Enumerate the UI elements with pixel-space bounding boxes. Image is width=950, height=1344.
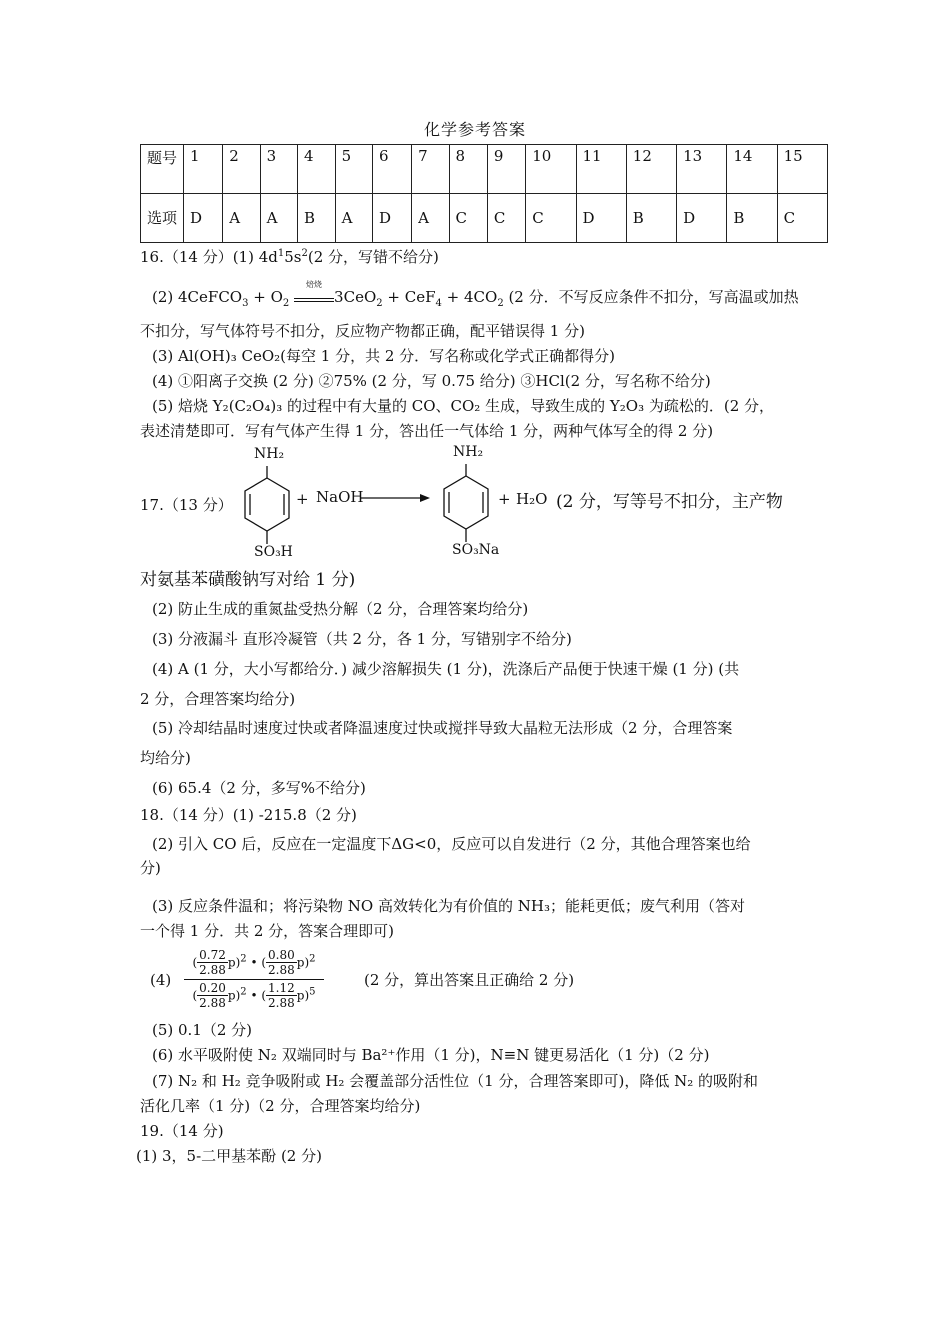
sulfonate-group: SO₃Na bbox=[452, 542, 500, 558]
table-cell: 14 bbox=[727, 145, 777, 194]
table-cell: 15 bbox=[777, 145, 827, 194]
q16-line-3: 不扣分，写气体符号不扣分，反应物产物都正确，配平错误得 1 分) bbox=[140, 322, 585, 340]
table-cell: B bbox=[727, 194, 777, 243]
table-cell: 4 bbox=[297, 145, 335, 194]
q17-note: (2 分，写等号不扣分，主产物 bbox=[556, 492, 783, 512]
table-cell: C bbox=[777, 194, 827, 243]
table-cell: A bbox=[260, 194, 297, 243]
table-cell: D bbox=[372, 194, 411, 243]
water-product: H₂O bbox=[516, 490, 548, 508]
benzene-ring-left bbox=[235, 466, 295, 546]
superscript: 1 bbox=[277, 248, 285, 259]
table-cell: 11 bbox=[576, 145, 626, 194]
reaction-arrow bbox=[360, 492, 432, 506]
table-cell: C bbox=[526, 194, 576, 243]
table-cell: D bbox=[677, 194, 727, 243]
q16-text: 5s bbox=[284, 248, 302, 266]
q16-line-7: 表述清楚即可．写有气体产生得 1 分，答出任一气体给 1 分，两种气体写全的得 2 分) bbox=[140, 422, 714, 440]
q17-line-7: (5) 冷却结晶时速度过快或者降温速度过快或搅拌导致大晶粒无法形成（2 分，合理答案 bbox=[152, 719, 733, 737]
q16-line-1 bbox=[140, 248, 439, 266]
kp-numerator: ( $\frac{0.72}{2.88}$ p)$^2$ • ( $\frac{0.80}{2.88}$ p)$^2$ bbox=[184, 948, 324, 980]
q18-line-9: (7) N₂ 和 H₂ 竞争吸附或 H₂ 会覆盖部分活性位（1 分，合理答案即可)，降低 N₂ 的吸附和 bbox=[152, 1072, 759, 1090]
q16-line-2: (2) 4CeFCO$_3$ + $O_2$ 焙烧 $3CeO_2 + CeF_4 + 4CO_2$ (2 分．不写反应条件不扣分，写高温或加热 bbox=[152, 280, 799, 309]
q16-text: (2 分．不写反应条件不扣分，写高温或加热 bbox=[503, 288, 799, 306]
q17-line-5: (4) A (1 分，大小写都给分．) 减少溶解损失 (1 分)，洗涤后产品便于快速干燥 (1 分) (共 bbox=[152, 660, 740, 678]
table-cell: 6 bbox=[372, 145, 411, 194]
table-cell: 3 bbox=[260, 145, 297, 194]
q17-line-9: (6) 65.4（2 分，多写%不给分) bbox=[152, 779, 366, 797]
amine-group-left: NH₂ bbox=[254, 446, 285, 462]
amine-group-right: NH₂ bbox=[453, 444, 484, 460]
q16-text: + CeF bbox=[382, 288, 436, 306]
table-cell: D bbox=[184, 194, 223, 243]
table-cell: 9 bbox=[487, 145, 525, 194]
q16-text: + 4CO bbox=[441, 288, 498, 306]
table-cell: 8 bbox=[449, 145, 487, 194]
table-cell: D bbox=[576, 194, 626, 243]
page-title: 化学参考答案 bbox=[423, 120, 526, 139]
table-cell: B bbox=[626, 194, 676, 243]
reaction-condition bbox=[294, 280, 334, 302]
row-header-option: 选项 bbox=[141, 194, 184, 243]
table-cell: 7 bbox=[412, 145, 449, 194]
q18-line-3: 分) bbox=[140, 859, 161, 877]
q18-line-4: (3) 反应条件温和；将污染物 NO 高效转化为有价值的 NH₃；能耗更低；废气利用（答对 bbox=[152, 897, 745, 915]
plus-sign: + bbox=[296, 490, 309, 508]
table-row-numbers bbox=[141, 145, 828, 194]
table-cell: 12 bbox=[626, 145, 676, 194]
q18-line-2: (2) 引入 CO 后，反应在一定温度下ΔG<0，反应可以自发进行（2 分，其他合理答案也给 bbox=[152, 835, 751, 853]
table-cell: C bbox=[449, 194, 487, 243]
table-cell: C bbox=[487, 194, 525, 243]
q17-line-2: 对氨基苯磺酸钠写对给 1 分) bbox=[140, 570, 356, 590]
sulfonic-acid-group: SO₃H bbox=[254, 544, 293, 560]
q16-text: 16.（14 分）(1) 4d bbox=[140, 248, 278, 266]
q18-part4-note: (2 分，算出答案且正确给 2 分) bbox=[364, 971, 575, 989]
table-cell: A bbox=[412, 194, 449, 243]
table-cell: 1 bbox=[184, 145, 223, 194]
q19-line-1: 19.（14 分) bbox=[140, 1122, 224, 1140]
q16-text: (2) 4CeFCO bbox=[152, 288, 243, 306]
q17-line-3: (2) 防止生成的重氮盐受热分解（2 分，合理答案均给分) bbox=[152, 600, 529, 618]
q18-line-7: (5) 0.1（2 分) bbox=[152, 1021, 253, 1039]
q17-line-8: 均给分) bbox=[140, 749, 191, 767]
table-cell: 10 bbox=[526, 145, 576, 194]
q19-line-2: (1) 3，5-二甲基苯酚 (2 分) bbox=[136, 1147, 322, 1165]
q16-line-5: (4) ①阳离子交换 (2 分) ②75% (2 分，写 0.75 给分) ③HCl(2 分，写名称不给分) bbox=[152, 372, 711, 390]
table-cell: 5 bbox=[335, 145, 372, 194]
q17-line-6: 2 分，合理答案均给分) bbox=[140, 690, 296, 708]
superscript: 2 bbox=[301, 248, 308, 259]
q16-text: 3CeO bbox=[334, 288, 377, 306]
naoh-reagent: NaOH bbox=[316, 488, 364, 506]
answer-table bbox=[140, 144, 828, 243]
table-cell: 2 bbox=[223, 145, 260, 194]
table-cell: 13 bbox=[677, 145, 727, 194]
row-header-number: 题号 bbox=[141, 145, 184, 194]
q17-line-4: (3) 分液漏斗 直形冷凝管（共 2 分，各 1 分，写错别字不给分) bbox=[152, 630, 572, 648]
q18-line-5: 一个得 1 分．共 2 分，答案合理即可) bbox=[140, 922, 395, 940]
table-row-answers bbox=[141, 194, 828, 243]
benzene-ring-right bbox=[434, 464, 494, 544]
table-cell: B bbox=[297, 194, 335, 243]
q16-line-4: (3) Al(OH)₃ CeO₂(每空 1 分，共 2 分．写名称或化学式正确都得分) bbox=[152, 347, 616, 365]
q17-label: 17.（13 分） bbox=[140, 496, 233, 514]
table-cell: A bbox=[223, 194, 260, 243]
kp-denominator: ( $\frac{0.20}{2.88}$ p)$^2$ • ( $\frac{1.12}{2.88}$ p)$^5$ bbox=[192, 980, 316, 1011]
q18-line-8: (6) 水平吸附使 N₂ 双端同时与 Ba²⁺作用（1 分)，N≡N 键更易活化（1 分)（2 分) bbox=[152, 1046, 710, 1064]
q16-text: + O bbox=[248, 288, 283, 306]
q16-line-6: (5) 焙烧 Y₂(C₂O₄)₃ 的过程中有大量的 CO、CO₂ 生成，导致生成的 Y₂O₃ 为疏松的．(2 分， bbox=[152, 397, 775, 415]
condition-label: 焙烧 bbox=[306, 280, 323, 289]
table-cell: A bbox=[335, 194, 372, 243]
q16-text: (2 分，写错不给分) bbox=[307, 248, 439, 266]
q18-line-10: 活化几率（1 分)（2 分，合理答案均给分) bbox=[140, 1097, 421, 1115]
q18-part4-label: (4) bbox=[150, 971, 172, 989]
q18-line-1: 18.（14 分）(1) -215.8（2 分) bbox=[140, 806, 357, 824]
plus-sign: + bbox=[498, 490, 511, 508]
kp-expression bbox=[184, 948, 324, 1011]
